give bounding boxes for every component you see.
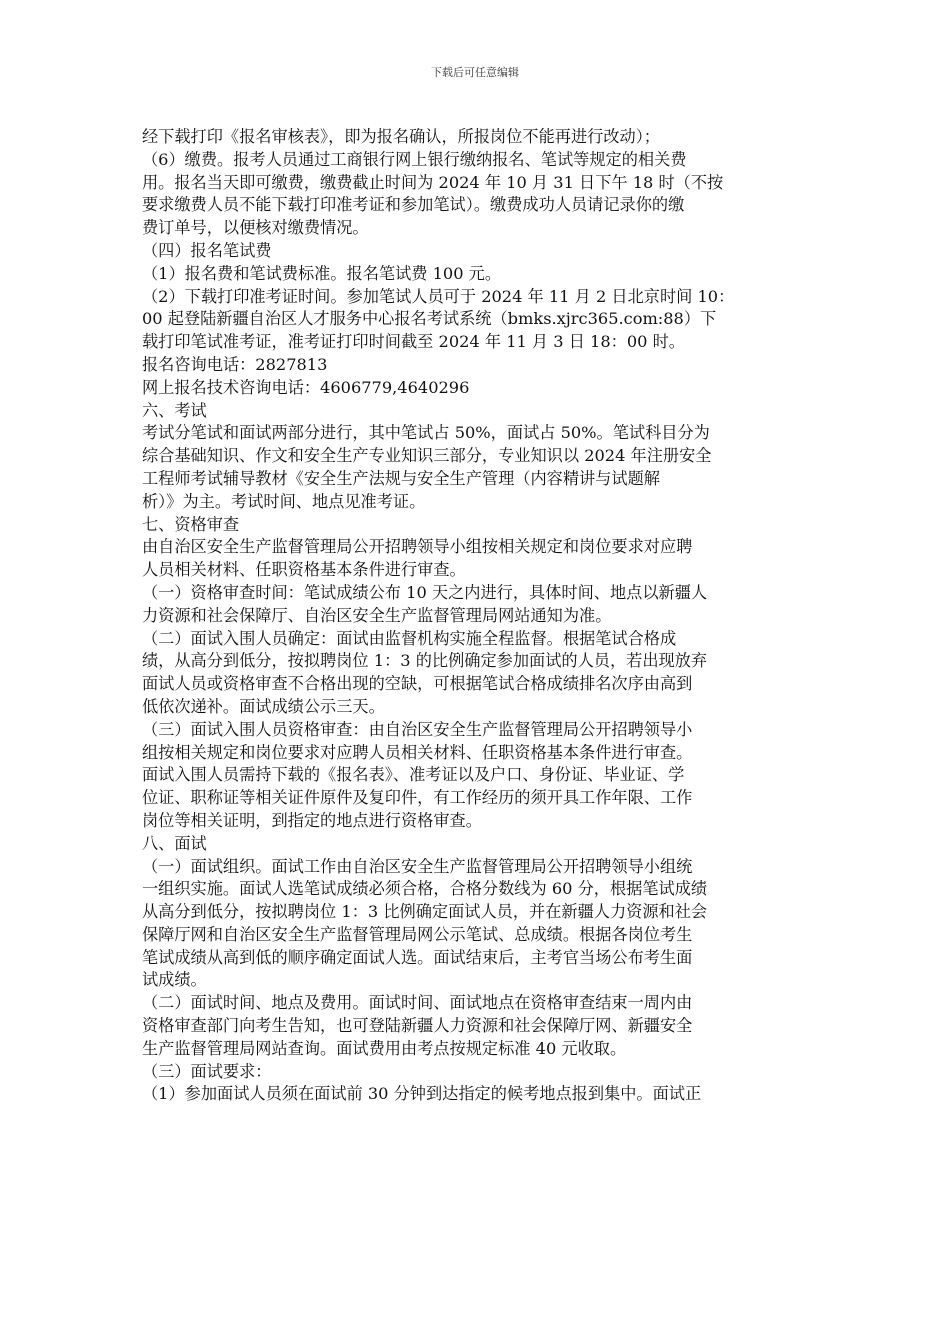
text-line: 00 起登陆新疆自治区人才服务中心报名考试系统（bmks.xjrc365.com:88）下 — [142, 309, 717, 329]
text-line: 网上报名技术咨询电话：4606779,4640296 — [142, 377, 470, 397]
text-line: 面试人员或资格审查不合格出现的空缺，可根据笔试合格成绩排名次序由高到 — [142, 674, 693, 694]
text-line: 保障厅网和自治区安全生产监督管理局网公示笔试、总成绩。根据各岗位考生 — [142, 924, 693, 944]
text-line: 面试入围人员需持下载的《报名表》、准考证以及户口、身份证、毕业证、学 — [142, 765, 685, 785]
text-line: 组按相关规定和岗位要求对应聘人员相关材料、任职资格基本条件进行审查。 — [142, 742, 693, 762]
text-line: 七、资格审查 — [142, 514, 240, 534]
text-line: 力资源和社会保障厅、自治区安全生产监督管理局网站通知为准。 — [142, 605, 612, 625]
text-line: 要求缴费人员不能下载打印准考证和参加笔试）。缴费成功人员请记录你的缴 — [142, 195, 685, 215]
text-line: 经下载打印《报名审核表》，即为报名确认，所报岗位不能再进行改动）； — [142, 127, 660, 146]
text-line: 费订单号，以便核对缴费情况。 — [142, 218, 369, 238]
text-line: 六、考试 — [142, 400, 207, 420]
text-line: 位证、职称证等相关证件原件及复印件，有工作经历的须开具工作年限、工作 — [142, 788, 693, 808]
text-line: （2）下载打印准考证时间。参加笔试人员可于 2024 年 11 月 2 日北京时间 10： — [142, 286, 735, 306]
text-line: 载打印笔试准考证，准考证打印时间截至 2024 年 11 月 3 日 18：00 时。 — [142, 332, 685, 352]
text-line: （三）面试入围人员资格审查：由自治区安全生产监督管理局公开招聘领导小 — [142, 719, 693, 739]
text-line: 资格审查部门向考生告知，也可登陆新疆人力资源和社会保障厅网、新疆安全 — [142, 1016, 693, 1036]
text-line: 人员相关材料、任职资格基本条件进行审查。 — [142, 560, 466, 580]
text-line: 试成绩。 — [142, 970, 207, 990]
text-line: （1）报名费和笔试费标准。报名笔试费 100 元。 — [142, 263, 502, 283]
document-body — [142, 126, 812, 1106]
text-line: 八、面试 — [142, 833, 207, 853]
text-line: （二）面试时间、地点及费用。面试时间、面试地点在资格审查结束一周内由 — [142, 993, 693, 1013]
text-line: （1）参加面试人员须在面试前 30 分钟到达指定的候考地点报到集中。面试正 — [142, 1084, 702, 1104]
text-line: 工程师考试辅导教材《安全生产法规与安全生产管理（内容精讲与试题解 — [142, 468, 660, 488]
text-line: （四）报名笔试费 — [142, 240, 272, 260]
text-line: 生产监督管理局网站查询。面试费用由考点按规定标准 40 元收取。 — [142, 1038, 627, 1058]
text-line: 绩，从高分到低分，按拟聘岗位 1：3 的比例确定参加面试的人员，若出现放弃 — [142, 651, 708, 671]
text-line: 综合基础知识、作文和安全生产专业知识三部分，专业知识以 2024 年注册安全 — [142, 446, 712, 466]
text-line: 一组织实施。面试人选笔试成绩必须合格，合格分数线为 60 分，根据笔试成绩 — [142, 879, 708, 899]
page-header: 下载后可任意编辑 — [431, 66, 519, 79]
text-line: 由自治区安全生产监督管理局公开招聘领导小组按相关规定和岗位要求对应聘 — [142, 537, 693, 557]
text-line: （二）面试入围人员确定：面试由监督机构实施全程监督。根据笔试合格成 — [142, 628, 677, 648]
text-line: 报名咨询电话：2827813 — [142, 354, 328, 374]
text-line: 析）》为主。考试时间、地点见准考证。 — [142, 491, 426, 511]
text-line: 考试分笔试和面试两部分进行，其中笔试占 50%，面试占 50%。笔试科目分为 — [142, 423, 710, 443]
text-line: 岗位等相关证明，到指定的地点进行资格审查。 — [142, 810, 482, 830]
text-line: （6）缴费。报考人员通过工商银行网上银行缴纳报名、笔试等规定的相关费 — [142, 149, 687, 169]
text-line: 笔试成绩从高到低的顺序确定面试人选。面试结束后，主考官当场公布考生面 — [142, 947, 693, 967]
text-line: 低依次递补。面试成绩公示三天。 — [142, 696, 385, 716]
text-line: 用。报名当天即可缴费，缴费截止时间为 2024 年 10 月 31 日下午 18 时（不按 — [142, 172, 724, 192]
text-line: （一）资格审查时间：笔试成绩公布 10 天之内进行，具体时间、地点以新疆人 — [142, 582, 708, 602]
text-line: 从高分到低分，按拟聘岗位 1：3 比例确定面试人员，并在新疆人力资源和社会 — [142, 902, 708, 922]
text-line: （一）面试组织。面试工作由自治区安全生产监督管理局公开招聘领导小组统 — [142, 856, 693, 876]
text-line: （三）面试要求： — [142, 1061, 272, 1081]
